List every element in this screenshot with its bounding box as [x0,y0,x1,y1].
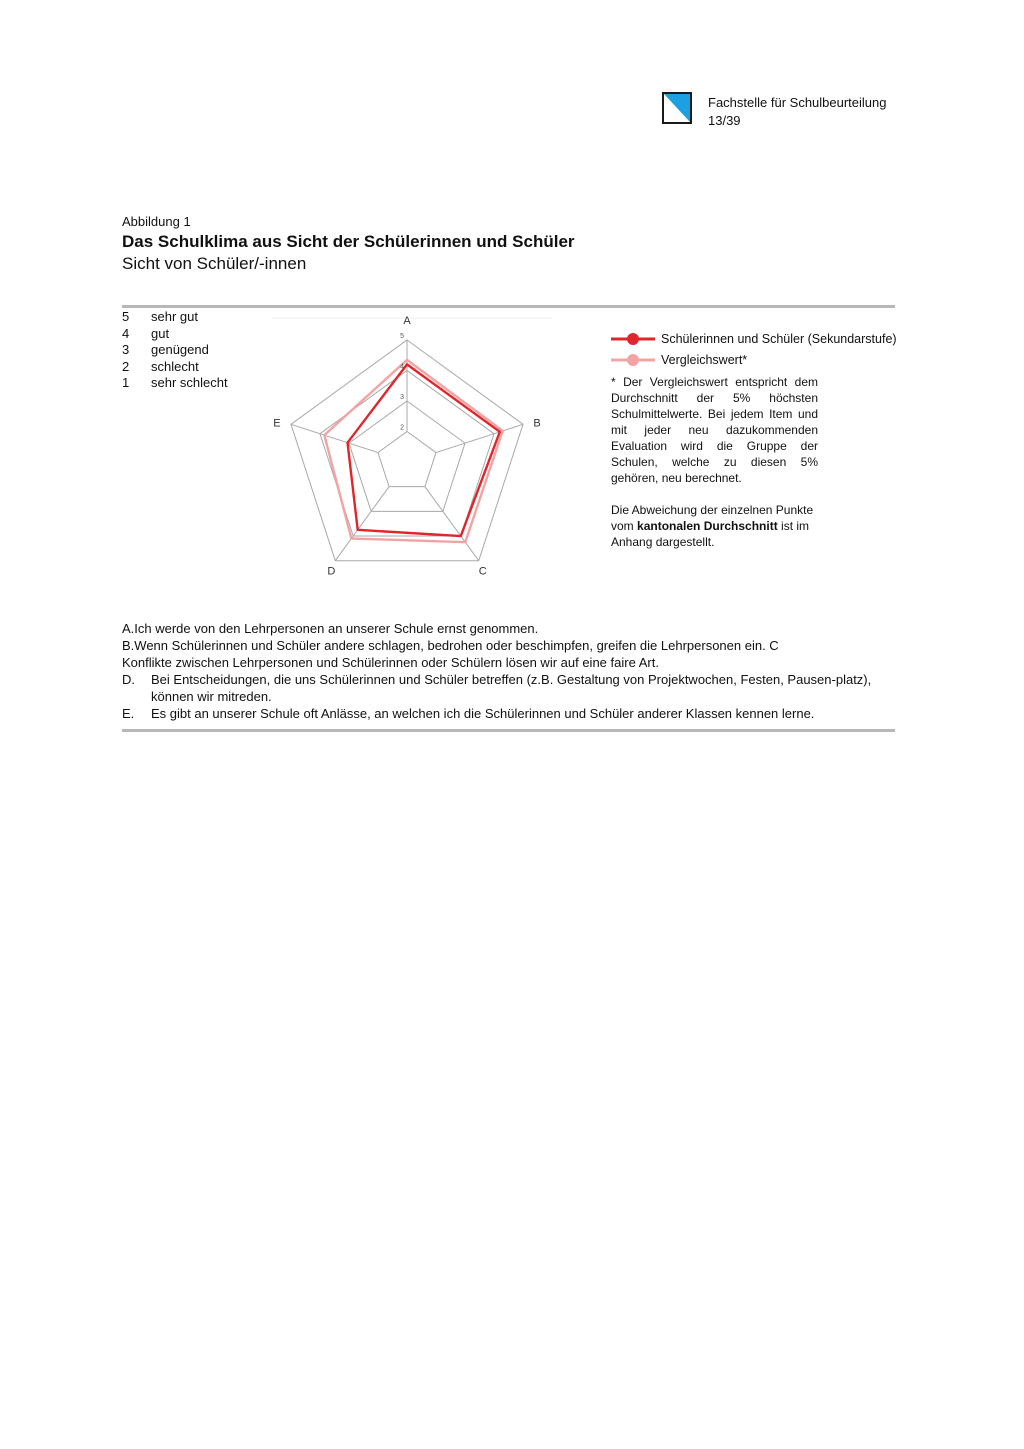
item-descriptions [122,620,892,722]
legend-marker-comparison [611,353,655,367]
scale-row [122,375,228,392]
scale-value: 2 [122,358,130,374]
deviation-note [611,502,818,550]
deviation-note-post: ist im Anhang dargestellt. [611,519,810,549]
item-e-letter: E. [122,706,135,721]
figure-title: Das Schulklima aus Sicht der Schülerinnen und Schüler [122,232,575,251]
grid-spoke-e [291,424,378,452]
rating-scale [122,309,228,392]
item-b: B.Wenn Schülerinnen und Schüler andere schlagen, bedrohen oder beschimpfen, greifen die Lehrpersonen ein. C [122,638,779,653]
grid-spoke-d [335,487,389,561]
scale-label: schlecht [151,358,199,374]
scale-label: gut [151,325,170,341]
item-c: Konflikte zwischen Lehrpersonen und Schülerinnen oder Schülern lösen wir auf eine faire Art. [122,655,659,670]
item-a: A.Ich werde von den Lehrpersonen an unserer Schule ernst genommen. [122,621,539,636]
tick-label-2: 2 [400,424,404,432]
scale-value: 4 [122,325,130,341]
scale-value: 5 [122,309,130,324]
item-d [122,671,892,705]
tick-label-4: 4 [400,363,404,371]
scale-row [122,326,228,343]
scale-label: genügend [151,342,209,357]
chart-notes [611,374,818,550]
item-d-letter: D. [122,672,135,687]
header-org: Fachstelle für Schulbeurteilung [708,95,887,110]
scale-row [122,309,228,326]
legend-label-students: Schülerinnen und Schüler (Sekundarstufe) [661,331,897,346]
axis-label-e: E [273,417,281,430]
scale-value: 1 [122,375,130,390]
tick-label-5: 5 [400,333,404,340]
axis-label-b: B [533,417,541,430]
tick-label-3: 3 [400,394,404,401]
grid-spoke-b [436,424,523,452]
header-page-number: 13/39 [708,113,741,128]
scale-label: sehr gut [151,309,198,324]
item-e [122,705,892,722]
chart-legend [611,328,901,550]
axis-label-a: A [403,315,411,327]
figure-subtitle: Sicht von Schüler/-innen [122,254,307,273]
axis-label-d: D [327,565,336,578]
canton-zurich-logo [662,92,692,124]
legend-marker-students [611,332,655,346]
figure-label: Abbildung 1 [122,214,191,229]
comparison-footnote: * Der Vergleichswert entspricht dem Durchschnitt der 5% höchsten Schulmittelwerte. Bei jedem Item und mit jeder neu dazukommenden Evaluation wird die Gruppe der Schulen, welche zu diesen 5% gehören, neu berechnet. [611,375,818,485]
axis-label-c: C [478,565,487,578]
deviation-note-pre: Die Abweichung der einzelnen Punkte vom [611,503,814,533]
legend-item-students [611,328,901,349]
legend-item-comparison [611,349,901,370]
item-d-text: Bei Entscheidungen, die uns Schülerinnen und Schüler betreffen (z.B. Gestaltung von Projektwochen, Festen, Pausen-platz), können wir mitreden. [151,672,872,704]
radar-grid [291,340,523,561]
scale-row [122,342,228,359]
bottom-divider [122,729,895,732]
scale-label: sehr schlecht [151,375,228,390]
radar-chart [262,312,552,590]
scale-value: 3 [122,342,130,357]
deviation-note-bold: kantonalen Durchschnitt [637,519,778,533]
top-divider [122,305,895,308]
scale-row [122,359,228,376]
grid-ring-2 [378,432,436,487]
header-text [708,94,887,130]
item-e-text: Es gibt an unserer Schule oft Anlässe, an welchen ich die Schülerinnen und Schüler anderer Klassen kennen lerne. [151,706,815,721]
legend-label-comparison: Vergleichswert* [661,352,748,367]
